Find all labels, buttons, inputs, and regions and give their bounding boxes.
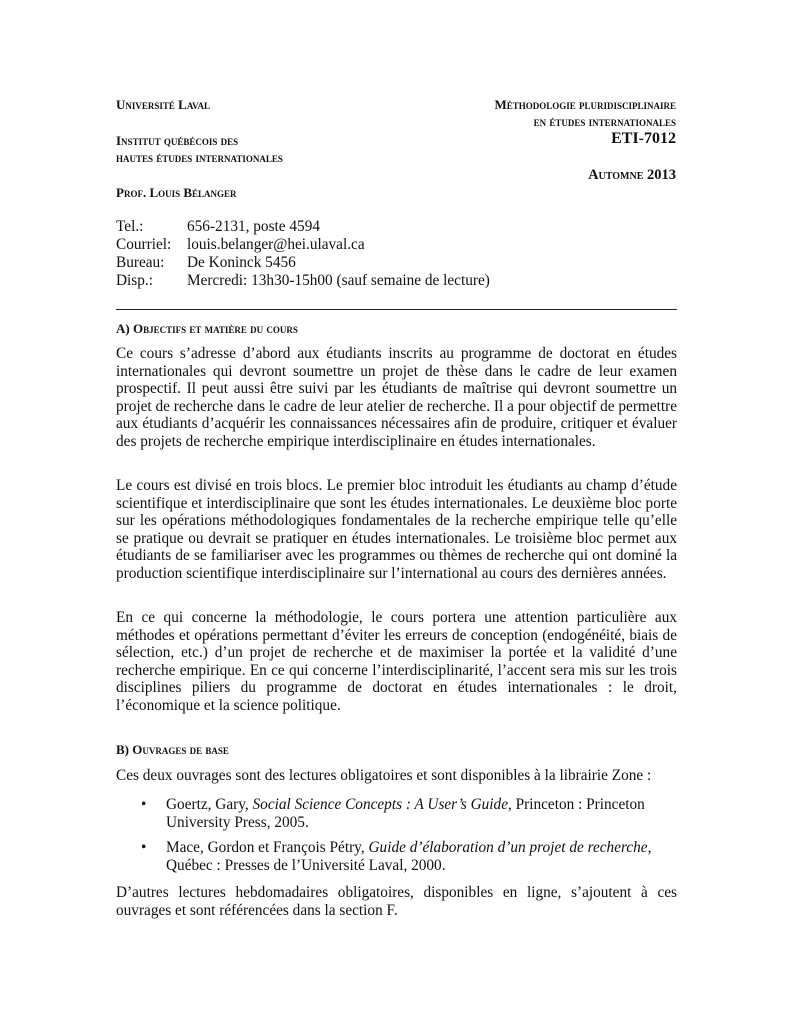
section-b-letter: B) xyxy=(116,742,129,757)
course-title-line-2: en études internationales xyxy=(533,114,676,129)
contact-info xyxy=(116,218,490,290)
contact-value: Mercredi: 13h30-15h00 (sauf semaine de lecture) xyxy=(187,272,490,289)
contact-label: Disp.: xyxy=(116,272,153,289)
contact-value: louis.belanger@hei.ulaval.ca xyxy=(187,236,365,253)
contact-label: Tel.: xyxy=(116,218,144,235)
bullet-icon: • xyxy=(141,839,147,856)
section-a-heading xyxy=(116,320,298,337)
book-authors: Mace, Gordon et François Pétry, xyxy=(166,839,369,856)
institute-line-1: Institut québécois des xyxy=(116,133,239,148)
contact-row-office xyxy=(116,254,490,272)
book-list-item xyxy=(141,839,677,874)
contact-value: 656-2131, poste 4594 xyxy=(187,218,320,235)
section-a-letter: A) xyxy=(116,321,130,336)
book-authors: Goertz, Gary, xyxy=(166,796,253,813)
book-publisher: , Princeton : Princeton University Press, 2005. xyxy=(166,796,645,831)
book-list-item xyxy=(141,796,677,831)
contact-label: Courriel: xyxy=(116,236,172,253)
section-a-paragraph-1: Ce cours s’adresse d’abord aux étudiants inscrits au programme de doctorat en études internationales qui devront soumettre un projet de thèse dans le cadre de leur examen prospectif. Il peut aussi être suivi par les étudiants de maîtrise qui devront soumettre un projet de recherche dans le cadre de leur atelier de recherche. Il a pour objectif de permettre aux étudiants d’acquérir les connaissances nécessaires afin de produire, critiquer et évaluer des projets de recherche empirique interdisciplinaire en études internationales. xyxy=(116,345,677,450)
book-title: Guide d’élaboration d’un projet de recherche xyxy=(368,839,648,856)
semester: Automne 2013 xyxy=(588,167,676,183)
section-b-heading xyxy=(116,741,229,758)
section-b-title: Ouvrages de base xyxy=(132,742,229,757)
section-a-paragraph-2: Le cours est divisé en trois blocs. Le premier bloc introduit les étudiants au champ d’étude scientifique et interdisciplinaire que sont les études internationales. Le deuxième bloc porte sur les opérations méthodologiques fondamentales de la recherche empirique telle qu’elle se pratique ou devrait se pratiquer en études internationales. Le troisième bloc permet aux étudiants de se familiariser avec les programmes ou thèmes de recherche qui ont dominé la production scientifique interdisciplinaire sur l’international au cours des dernières années. xyxy=(116,477,677,582)
contact-row-email xyxy=(116,236,490,254)
bullet-icon: • xyxy=(141,796,147,813)
contact-label: Bureau: xyxy=(116,254,165,271)
section-b-intro: Ces deux ouvrages sont des lectures obligatoires et sont disponibles à la librairie Zone : xyxy=(116,767,652,784)
book-citation xyxy=(166,839,677,874)
contact-row-phone xyxy=(116,218,490,236)
university-name: Université Laval xyxy=(116,97,211,112)
contact-value: De Koninck 5456 xyxy=(187,254,296,271)
institute-line-2: hautes études internationales xyxy=(116,150,283,165)
horizontal-divider xyxy=(116,309,677,310)
section-a-title: Objectifs et matière du cours xyxy=(132,321,298,336)
professor-name: Prof. Louis Bélanger xyxy=(116,185,237,200)
section-a-paragraph-3: En ce qui concerne la méthodologie, le cours portera une attention particulière aux méthodes et opérations permettant d’éviter les erreurs de conception (endogénéité, biais de sélection, etc.) d’un projet de recherche et de maximiser la portée et la validité d’une recherche empirique. En ce qui concerne l’interdisciplinarité, l’accent sera mis sur les trois disciplines piliers du programme de doctorat en études internationales : le droit, l’économique et la science politique. xyxy=(116,609,677,714)
book-citation xyxy=(166,796,677,831)
book-publisher: , Québec : Presses de l’Université Laval, 2000. xyxy=(166,839,652,874)
book-title: Social Science Concepts : A User’s Guide xyxy=(252,796,508,813)
section-b-outro: D’autres lectures hebdomadaires obligatoires, disponibles en ligne, s’ajoutent à ces ouvrages et sont référencées dans la section F. xyxy=(116,884,677,919)
course-title-line-1: Méthodologie pluridisciplinaire xyxy=(494,97,676,112)
contact-row-availability xyxy=(116,272,490,290)
course-code: ETI-7012 xyxy=(611,130,676,147)
